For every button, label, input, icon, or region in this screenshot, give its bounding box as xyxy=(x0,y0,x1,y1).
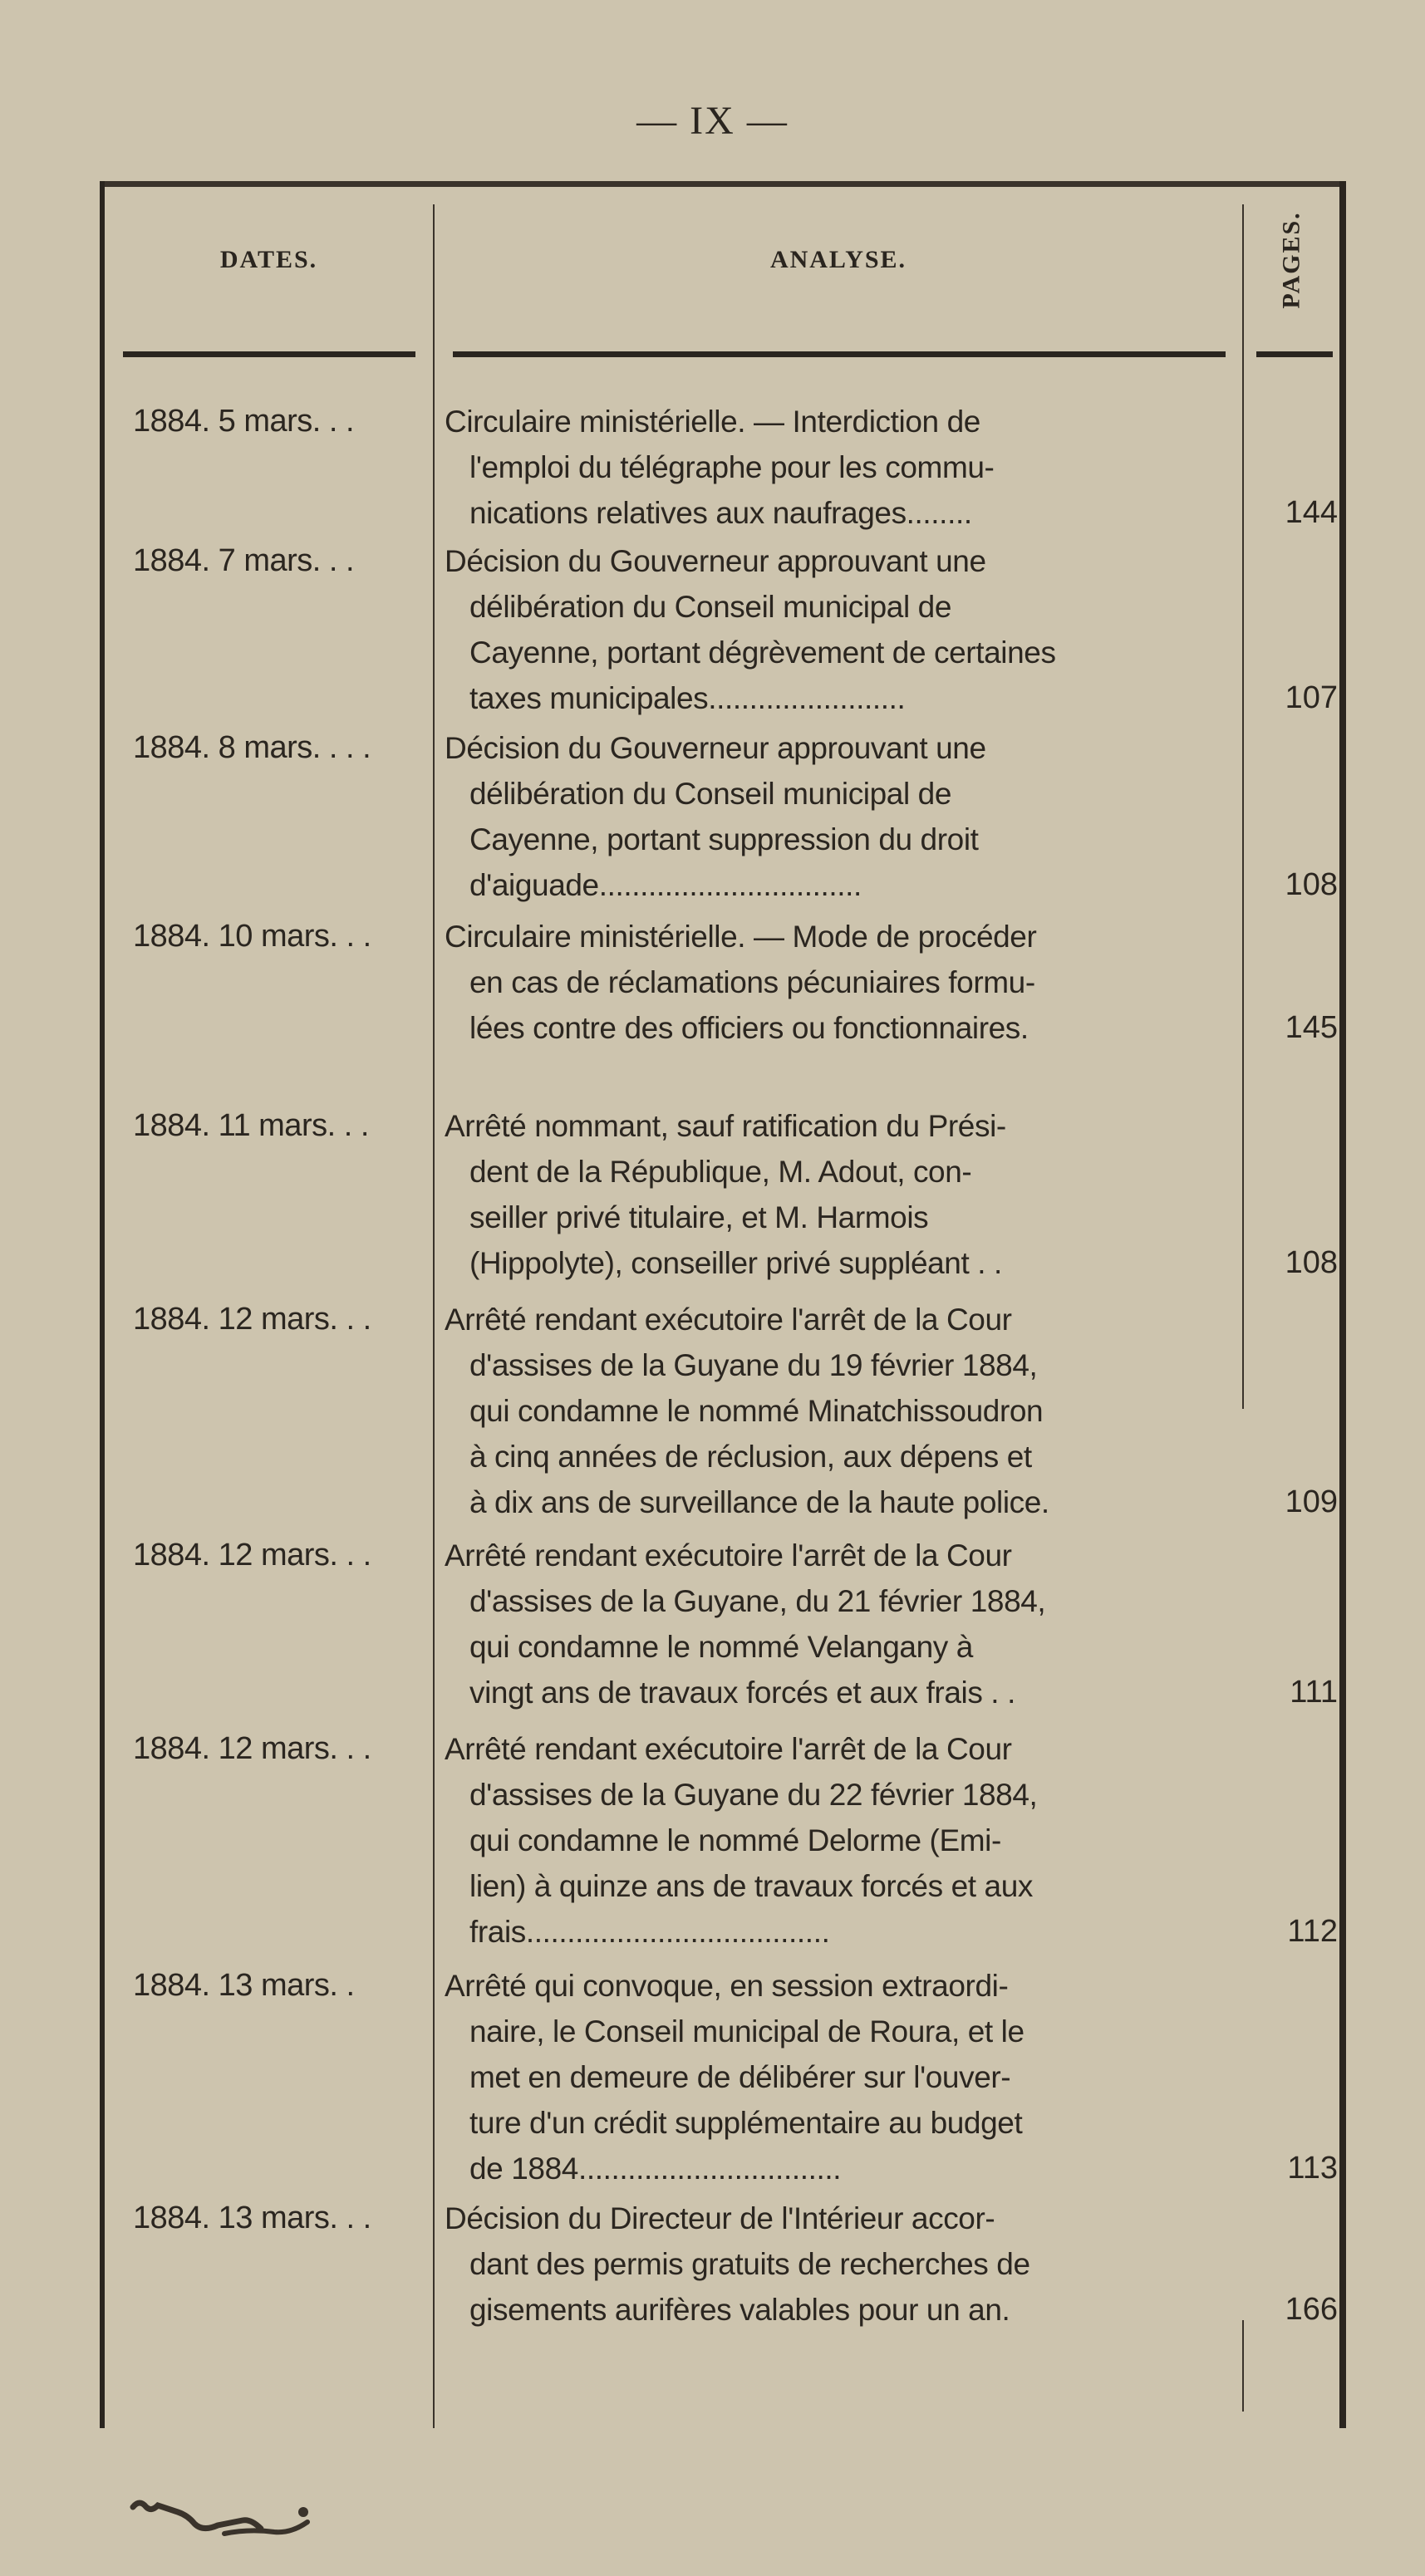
entry-analysis xyxy=(445,2196,1238,2333)
header-rule-pages xyxy=(1256,351,1333,357)
entry-page-number: 145 xyxy=(1285,1010,1338,1045)
entry-page-number: 108 xyxy=(1285,867,1338,902)
entry-analysis-line: taxes municipales........................ xyxy=(469,681,906,715)
entry-analysis xyxy=(445,914,1238,1051)
entry-analysis-line: Circulaire ministérielle. — Interdiction de xyxy=(445,405,980,439)
entry-analysis xyxy=(445,1533,1238,1715)
entry-analysis-line: lien) à quinze ans de travaux forcés et aux xyxy=(469,1869,1033,1903)
entry-analysis-line: d'aiguade................................ xyxy=(469,868,862,902)
entry-page-number: 108 xyxy=(1285,1245,1338,1280)
entry-analysis-line: Arrêté rendant exécutoire l'arrêt de la Cour xyxy=(445,1732,1012,1766)
entry-analysis-line: de 1884................................ xyxy=(469,2152,842,2186)
header-dates: DATES. xyxy=(219,246,318,273)
entry-page-number: 166 xyxy=(1285,2292,1338,2327)
entry-page-number: 113 xyxy=(1287,2151,1338,2186)
entry-analysis-line: Arrêté rendant exécutoire l'arrêt de la Cour xyxy=(445,1538,1012,1573)
entry-analysis-line: d'assises de la Guyane du 22 février 1884, xyxy=(469,1778,1038,1812)
entry-date: 1884. 12 mars. . . xyxy=(133,1731,371,1766)
page-number: — IX — xyxy=(636,99,789,143)
entry-analysis-line: dent de la République, M. Adout, con- xyxy=(469,1155,972,1189)
entry-page-number: 107 xyxy=(1285,680,1338,715)
entry-analysis xyxy=(445,725,1238,908)
entry-page-number: 144 xyxy=(1285,495,1338,530)
entry-analysis-line: à cinq années de réclusion, aux dépens et xyxy=(469,1440,1032,1474)
entry-page-number: 109 xyxy=(1285,1484,1338,1519)
entry-analysis xyxy=(445,1103,1238,1286)
entry-analysis xyxy=(445,399,1238,536)
entry-analysis-line: frais..................................... xyxy=(469,1915,830,1949)
entry-analysis-line: vingt ans de travaux forcés et aux frais . . xyxy=(469,1676,1015,1710)
entry-analysis-line: lées contre des officiers ou fonctionnaires. xyxy=(469,1011,1029,1045)
entry-date: 1884. 12 mars. . . xyxy=(133,1538,371,1573)
entry-analysis-line: ture d'un crédit supplémentaire au budget xyxy=(469,2106,1023,2140)
header-pages xyxy=(1244,181,1339,339)
entry-date: 1884. 13 mars. . . xyxy=(133,2201,371,2235)
entry-analysis-line: qui condamne le nommé Minatchissoudron xyxy=(469,1394,1044,1428)
entry-analysis-line: qui condamne le nommé Velangany à xyxy=(469,1630,973,1664)
entry-analysis-line: Arrêté qui convoque, en session extraordi- xyxy=(445,1969,1009,2003)
entry-analysis-line: d'assises de la Guyane du 19 février 1884, xyxy=(469,1348,1038,1382)
entry-analysis-line: Cayenne, portant dégrèvement de certaines xyxy=(469,635,1056,670)
entry-analysis-line: d'assises de la Guyane, du 21 février 1884, xyxy=(469,1584,1046,1618)
entry-date: 1884. 11 mars. . . xyxy=(133,1108,369,1143)
entry-date: 1884. 12 mars. . . xyxy=(133,1302,371,1337)
entry-date: 1884. 13 mars. . xyxy=(133,1968,355,2003)
entry-analysis-line: gisements aurifères valables pour un an. xyxy=(469,2293,1010,2327)
entry-date: 1884. 5 mars. . . xyxy=(133,404,355,439)
entry-analysis-line: qui condamne le nommé Delorme (Emi- xyxy=(469,1823,1001,1857)
entry-analysis xyxy=(445,538,1238,721)
entry-analysis-line: Circulaire ministérielle. — Mode de procéder xyxy=(445,920,1037,954)
entry-analysis xyxy=(445,1297,1238,1525)
entry-analysis-line: délibération du Conseil municipal de xyxy=(469,777,952,811)
entry-analysis-line: Décision du Directeur de l'Intérieur accor- xyxy=(445,2201,995,2235)
pages-column-divider xyxy=(1242,204,1244,1409)
entry-analysis xyxy=(445,1963,1238,2191)
entry-date: 1884. 10 mars. . . xyxy=(133,919,371,954)
entry-analysis-line: l'emploi du télégraphe pour les commu- xyxy=(469,450,995,484)
entry-analysis-line: Décision du Gouverneur approuvant une xyxy=(445,544,986,578)
entry-analysis-line: délibération du Conseil municipal de xyxy=(469,590,952,624)
entry-analysis-line: Arrêté nommant, sauf ratification du Prési- xyxy=(445,1109,1006,1143)
entry-analysis-line: nications relatives aux naufrages........ xyxy=(469,496,972,530)
index-table xyxy=(100,181,1346,2428)
entry-page-number: 111 xyxy=(1290,1675,1338,1710)
entry-date: 1884. 8 mars. . . . xyxy=(133,730,371,765)
entry-analysis-line: à dix ans de surveillance de la haute police. xyxy=(469,1485,1049,1519)
table-right-border xyxy=(1339,181,1346,2428)
entry-analysis-line: (Hippolyte), conseiller privé suppléant . . xyxy=(469,1246,1002,1280)
entry-date: 1884. 7 mars. . . xyxy=(133,543,355,578)
entry-analysis-line: Décision du Gouverneur approuvant une xyxy=(445,731,986,765)
header-rule-analyse xyxy=(453,351,1226,357)
pages-column-divider-lower xyxy=(1242,2320,1244,2412)
entry-page-number: 112 xyxy=(1287,1914,1338,1949)
ink-blot-decoration xyxy=(125,2475,391,2542)
entry-analysis xyxy=(445,1726,1238,1955)
table-left-border xyxy=(100,181,105,2428)
entry-analysis-line: dant des permis gratuits de recherches de xyxy=(469,2247,1030,2281)
entry-analysis-line: Arrêté rendant exécutoire l'arrêt de la Cour xyxy=(445,1303,1012,1337)
header-pages-label: PAGES. xyxy=(1277,211,1305,309)
entry-analysis-line: en cas de réclamations pécuniaires formu- xyxy=(469,965,1035,999)
entry-analysis-line: Cayenne, portant suppression du droit xyxy=(469,822,979,856)
header-analyse: ANALYSE. xyxy=(769,246,907,273)
entry-analysis-line: met en demeure de délibérer sur l'ouver- xyxy=(469,2060,1011,2094)
entry-analysis-line: naire, le Conseil municipal de Roura, et le xyxy=(469,2014,1025,2049)
entry-analysis-line: seiller privé titulaire, et M. Harmois xyxy=(469,1200,929,1234)
header-rule-dates xyxy=(123,351,415,357)
